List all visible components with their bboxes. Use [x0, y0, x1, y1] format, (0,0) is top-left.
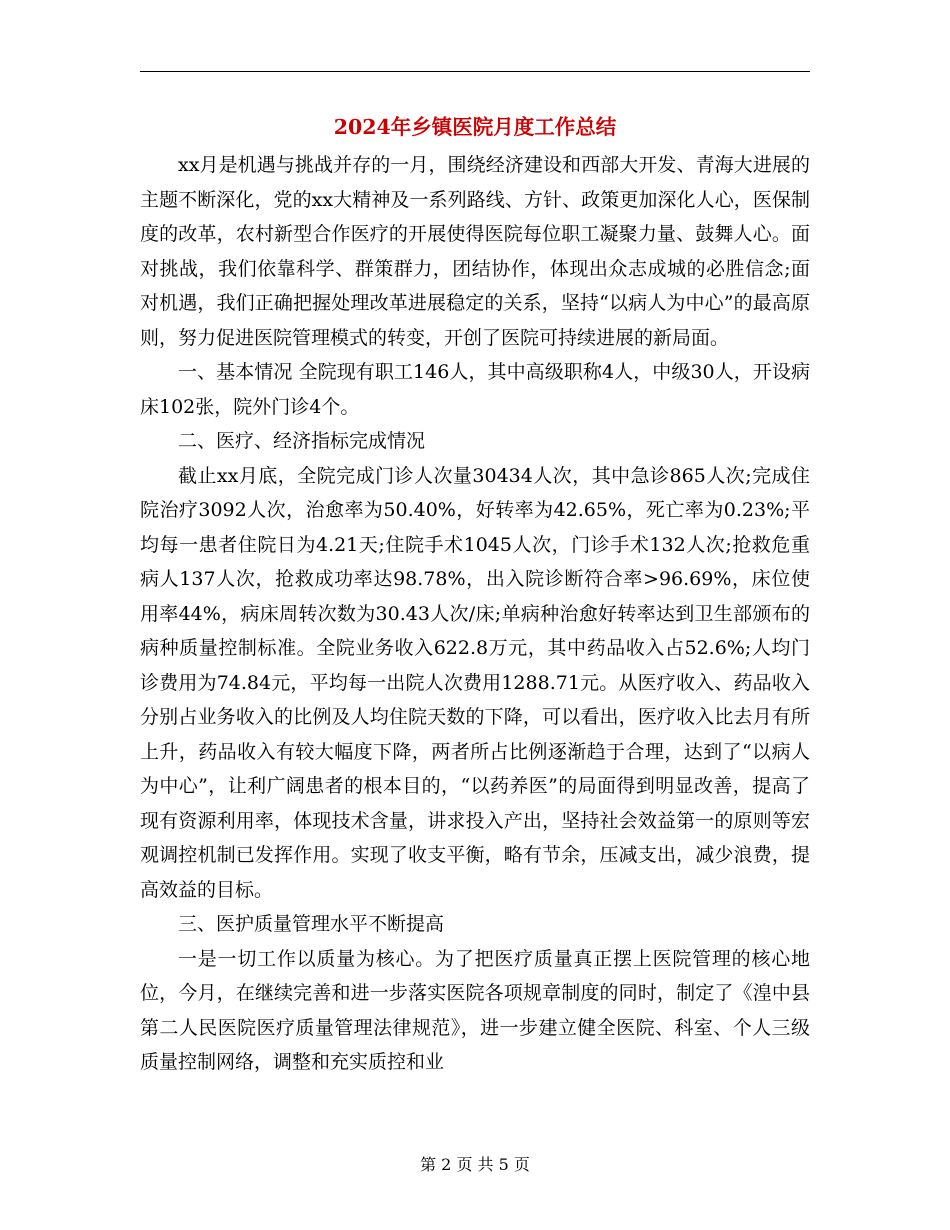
paragraph-indicators: 截止xx月底，全院完成门诊人次量30434人次，其中急诊865人次;完成住院治疗3092人次，治愈率为50.40%，好转率为42.65%，死亡率为0.23%;平均每一患者住院日为4.21天;住院手术1045人次，门诊手术132人次;抢救危重病人137人次，抢救成功率达98.78%，出入院诊断符合率>96.69%，床位使用率44%，病床周转次数为30.43人次/床;单病种治愈好转率达到卫生部颁布的病种质量控制标准。全院业务收入622.8万元，其中药品收入占52.6%;人均门诊费用为74.84元，平均每一出院人次费用1288.71元。从医疗收入、药品收入分别占业务收入的比例及人均住院天数的下降，可以看出，医疗收入比去月有所上升，药品收入有较大幅度下降，两者所占比例逐渐趋于合理，达到了“以病人为中心”，让利广阔患者的根本目的，“以药养医”的局面得到明显改善，提高了现有资源利用率，体现技术含量，讲求投入产出，坚持社会效益第一的原则等宏观调控机制已发挥作用。实现了收支平衡，略有节余，压减支出，减少浪费，提高效益的目标。: [140, 464, 810, 901]
header-rule: [140, 71, 810, 72]
document-body: [140, 148, 810, 1080]
section-heading-quality: 三、医护质量管理水平不断提高: [178, 913, 445, 935]
paragraph-quality: 一是一切工作以质量为核心。为了把医疗质量真正摆上医院管理的核心地位，今月，在继续完善和进一步落实医院各项规章制度的同时，制定了《湟中县第二人民医院医疗质量管理法律规范》，进一步建立健全医院、科室、个人三级质量控制网络，调整和充实质控和业: [140, 947, 810, 1073]
page-number-footer: 第 2 页 共 5 页: [420, 1155, 530, 1174]
document-title: 2024年乡镇医院月度工作总结: [333, 115, 617, 139]
paragraph-intro: xx月是机遇与挑战并存的一月，围绕经济建设和西部大开发、青海大进展的主题不断深化，党的xx大精神及一系列路线、方针、政策更加深化人心，医保制度的改革，农村新型合作医疗的开展使得医院每位职工凝聚力量、鼓舞人心。面对挑战，我们依靠科学、群策群力，团结协作，体现出众志成城的必胜信念;面对机遇，我们正确把握处理改革进展稳定的关系，坚持“以病人为中心”的最高原则，努力促进医院管理模式的转变，开创了医院可持续进展的新局面。: [140, 154, 810, 349]
paragraph-basic-situation: 一、基本情况 全院现有职工146人，其中高级职称4人，中级30人，开设病床102张，院外门诊4个。: [140, 361, 810, 418]
section-heading-indicators: 二、医疗、经济指标完成情况: [178, 430, 426, 452]
